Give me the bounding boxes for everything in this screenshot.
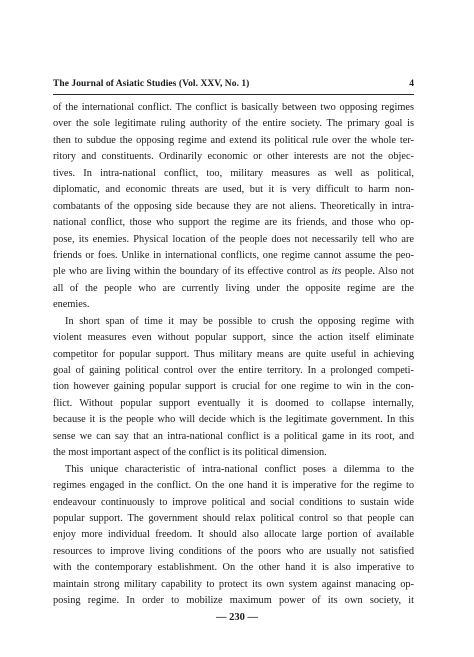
text-line: combatants of the opposing side because they are not aliens. Theoretically in intra- bbox=[53, 200, 414, 212]
text-line: ritory and constituents. Ordinarily economic or other interests are not the objec- bbox=[53, 151, 414, 163]
text-line: regimes engaged in the conflict. On the one hand it is imperative for the regime to bbox=[53, 480, 414, 492]
text-line: over the sole legitimate ruling authority of the entire society. The primary goal is bbox=[53, 118, 414, 130]
text-line: with the contemporary establishment. On the other hand it is also imperative to bbox=[53, 562, 414, 574]
text-line: popular support. The government should relax political control so that people can bbox=[53, 512, 414, 524]
paragraph-first-line: This unique characteristic of intra-national conflict poses a dilemma to the bbox=[65, 463, 414, 475]
journal-title: The Journal of Asiatic Studies (Vol. XXV, No. 1) bbox=[53, 79, 250, 89]
text-line: endeavour continuously to improve political and social conditions to sustain wide bbox=[53, 496, 414, 508]
text-line: diplomatic, and economic threats are used, but it is very difficult to harm non- bbox=[53, 184, 414, 196]
paragraph-first-line: In short span of time it may be possible to crush the opposing regime with bbox=[65, 315, 414, 327]
text-line: sense we can say that an intra-national conflict is a political game in its root, and bbox=[53, 430, 414, 442]
text-line: because it is the people who will decide which is the legitimate government. In this bbox=[53, 414, 414, 426]
text-line: national conflict, those who support the regime are its friends, and those who op- bbox=[53, 217, 414, 229]
text-line: resources to improve living conditions of the poors who are usually not satisfied bbox=[53, 545, 414, 557]
text-line: all of the people who are currently living under the opposite regime are the bbox=[53, 282, 414, 294]
page-number: 4 bbox=[409, 79, 414, 89]
text-line: ple who are living within the boundary of its effective control as its people. Also not bbox=[53, 266, 414, 278]
text-line: friends or foes. Unlike in international conflicts, one regime cannot assume the peo- bbox=[53, 249, 414, 261]
text-line: goal of gaining political control over the entire territory. In a prolonged competi- bbox=[53, 365, 414, 376]
body-text bbox=[53, 100, 414, 610]
text-line: tives. In intra-national conflict, too, military measures as well as political, bbox=[53, 167, 414, 179]
running-header bbox=[53, 79, 414, 89]
text-line: tion however gaining popular support is crucial for one regime to win in the con- bbox=[53, 381, 414, 393]
text-line: then to subdue the opposing regime and extend its political rule over the whole ter- bbox=[53, 134, 414, 146]
text-line: competitor for popular support. Thus military means are quite useful in achieving bbox=[53, 348, 414, 360]
emphasis: its bbox=[331, 266, 342, 278]
text-line: maintain strong military capability to protect its own system against manacing op- bbox=[53, 578, 414, 590]
text-line: posing regime. In order to mobilize maximum power of its own society, it bbox=[53, 595, 414, 607]
text-line: violent measures even without popular support, since the action itself eliminate bbox=[53, 332, 414, 344]
header-rule bbox=[53, 94, 414, 95]
text-line: enjoy more individual freedom. It should also allocate large portion of available bbox=[53, 529, 414, 541]
text-line: pose, its enemies. Physical location of the people does not necessarily tell who are bbox=[53, 233, 414, 245]
text-line: flict. Without popular support eventually it is doomed to collapse internally, bbox=[53, 397, 414, 409]
text-line: of the international conflict. The conflict is basically between two opposing regimes bbox=[53, 102, 414, 113]
text-line: enemies. bbox=[53, 299, 90, 311]
page-folio: — 230 — bbox=[216, 612, 258, 623]
text-line: the most important aspect of the conflict is its political dimension. bbox=[53, 447, 327, 459]
